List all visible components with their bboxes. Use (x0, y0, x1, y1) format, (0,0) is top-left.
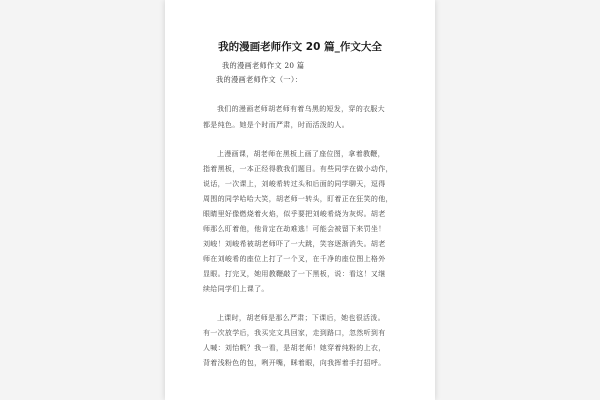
document-page (165, 0, 435, 400)
paragraph-line: 人喊：刘怡帆？我一看，是胡老师！她穿着纯粉的上衣， (203, 344, 386, 352)
paragraph-line: 说话，一次课上，刘峻希转过头和后面的同学聊天，逗得 (203, 180, 386, 188)
paragraph-line: 上漫画课，胡老师在黑板上画了座位图，拿着教鞭， (217, 150, 385, 158)
paragraph-line: 我们的漫画老师胡老师有着乌黑的短发，穿的衣服大 (217, 105, 385, 113)
paragraph-line: 指着黑板，一本正经得教我们题目。有些同学在做小动作， (203, 165, 393, 173)
paragraph-line: 周围的同学哈哈大笑，胡老师一转头，盯着正在狂笑的他， (203, 195, 393, 203)
paragraph-line: 师在刘峻希的座位上打了一个叉，在千净的座位图上格外 (203, 255, 386, 263)
paragraph-line: 都是纯色。她是个时而严肃，时而活泼的人。 (203, 121, 349, 129)
paragraph-line: 背着浅粉色的包，咧开嘴，眯着眼，向我挥着手打招呼。 (203, 359, 386, 367)
paragraph-line: 显眼。打完叉，她用教鞭敲了一下黑板，说：看这！又继 (203, 270, 386, 278)
document-title: 我的漫画老师作文 20 篇_作文大全 (218, 41, 382, 53)
paragraph-line: 续给同学们上课了。 (203, 285, 269, 293)
paragraph-line: 刘峻！刘峻希被胡老师吓了一大跳，笑容逐渐消失。胡老 (203, 240, 386, 248)
paragraph-line: 眼睛里好像燃烧着火焰，似乎要把刘峻希烧为灰烬。胡老 (203, 210, 386, 218)
paragraph-line: 师那么盯着他，他肯定在劫难逃！可能会被留下来罚坐！ (203, 225, 386, 233)
paragraph-line: 有一次放学后，我买完文具回家，走到路口，忽然听到有 (203, 329, 386, 337)
paragraph-line: 上课时，胡老师是那么严肃；下课后，她也很活泼。 (217, 314, 385, 322)
document-subtitle: 我的漫画老师作文 20 篇 (222, 61, 305, 70)
section-heading: 我的漫画老师作文（一）： (216, 75, 303, 84)
